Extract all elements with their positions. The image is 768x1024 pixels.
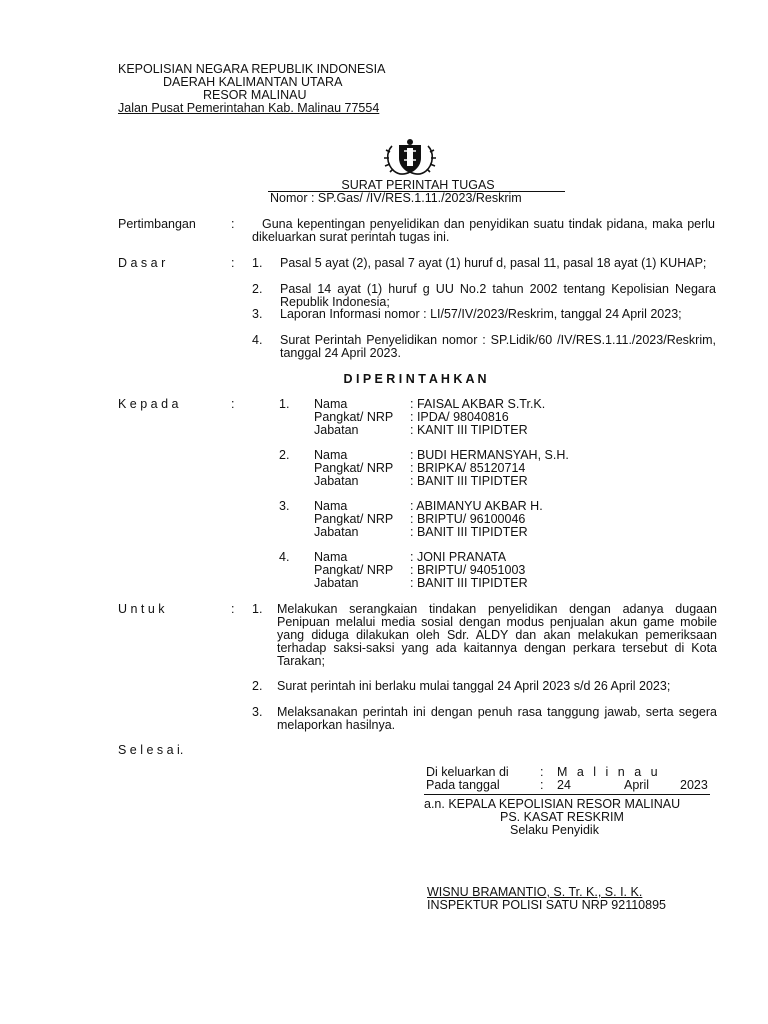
pangkat-label: Pangkat/ NRP	[314, 410, 394, 424]
untuk-colon: :	[231, 602, 235, 616]
jabatan-value: : BANIT III TIPIDTER	[410, 474, 528, 488]
jabatan-label: Jabatan	[314, 423, 359, 437]
letterhead-line-3: RESOR MALINAU	[203, 88, 307, 102]
dasar-item-text: Pasal 5 ayat (2), pasal 7 ayat (1) huruf d, pasal 11, pasal 18 ayat (1) KUHAP;	[280, 256, 707, 270]
pertimbangan-label: Pertimbangan	[118, 217, 196, 231]
dasar-item-number: 2.	[252, 282, 263, 296]
nama-value: : BUDI HERMANSYAH, S.H.	[410, 448, 569, 462]
issued-month: April	[624, 778, 650, 792]
dasar-item-number: 4.	[252, 333, 263, 347]
pangkat-value: : BRIPTU/ 96100046	[410, 512, 526, 526]
nama-value: : ABIMANYU AKBAR H.	[410, 499, 543, 513]
pangkat-label: Pangkat/ NRP	[314, 461, 394, 475]
person-number: 2.	[279, 448, 290, 462]
dasar-item-number: 3.	[252, 307, 263, 321]
person-number: 1.	[279, 397, 290, 411]
untuk-label: U n t u k	[118, 602, 165, 616]
untuk-item-text: Melaksanakan perintah ini dengan penuh rasa tanggung jawab, serta segera melaporkan hasilnya.	[277, 705, 717, 732]
issued-year: 2023	[680, 778, 708, 792]
nama-label: Nama	[314, 499, 348, 513]
nama-label: Nama	[314, 397, 348, 411]
pertimbangan-text: Guna kepentingan penyelidikan dan penyidikan suatu tindak pidana, maka perlu dikeluarkan surat perintah tugas ini.	[252, 217, 715, 244]
signatory-rank: INSPEKTUR POLISI SATU NRP 92110895	[427, 898, 666, 912]
diperintahkan-heading: D I P E R I N T A H K A N	[343, 372, 487, 386]
letterhead-line-1: KEPOLISIAN NEGARA REPUBLIK INDONESIA	[118, 62, 386, 76]
document-number: Nomor : SP.Gas/ /IV/RES.1.11./2023/Reskrim	[270, 191, 522, 205]
dasar-item-text: Laporan Informasi nomor : LI/57/IV/2023/Reskrim, tanggal 24 April 2023;	[280, 307, 682, 321]
pertimbangan-colon: :	[231, 217, 235, 231]
pangkat-value: : IPDA/ 98040816	[410, 410, 509, 424]
signatory-line-3: Selaku Penyidik	[510, 823, 599, 837]
kepada-label: K e p a d a	[118, 397, 179, 411]
person-number: 3.	[279, 499, 290, 513]
issued-date-label: Pada tanggal	[426, 778, 500, 792]
pangkat-label: Pangkat/ NRP	[314, 512, 394, 526]
pangkat-value: : BRIPKA/ 85120714	[410, 461, 526, 475]
nama-label: Nama	[314, 550, 348, 564]
issued-rule	[424, 794, 710, 795]
dasar-item-number: 1.	[252, 256, 263, 270]
untuk-item-number: 1.	[252, 602, 263, 616]
issued-date-colon: :	[540, 778, 544, 792]
dasar-colon: :	[231, 256, 235, 270]
jabatan-label: Jabatan	[314, 525, 359, 539]
letterhead-line-4: Jalan Pusat Pemerintahan Kab. Malinau 77554	[118, 101, 380, 115]
issued-place: M a l i n a u	[557, 765, 661, 779]
dasar-item-text: Pasal 14 ayat (1) huruf g UU No.2 tahun 2002 tentang Kepolisian Negara Republik Indonesia;	[280, 282, 716, 309]
nama-label: Nama	[314, 448, 348, 462]
person-number: 4.	[279, 550, 290, 564]
signatory-line-1: a.n. KEPALA KEPOLISIAN RESOR MALINAU	[424, 797, 681, 811]
issued-place-colon: :	[540, 765, 544, 779]
nama-value: : FAISAL AKBAR S.Tr.K.	[410, 397, 546, 411]
untuk-item-number: 3.	[252, 705, 263, 719]
selesai-text: S e l e s a i.	[118, 743, 184, 757]
untuk-item-text: Surat perintah ini berlaku mulai tanggal 24 April 2023 s/d 26 April 2023;	[277, 679, 671, 693]
untuk-item-number: 2.	[252, 679, 263, 693]
jabatan-label: Jabatan	[314, 576, 359, 590]
dasar-item-text: Surat Perintah Penyelidikan nomor : SP.Lidik/60 /IV/RES.1.11./2023/Reskrim, tanggal 24 April 2023.	[280, 333, 716, 360]
dasar-label: D a s a r	[118, 256, 166, 270]
pangkat-value: : BRIPTU/ 94051003	[410, 563, 526, 577]
jabatan-value: : BANIT III TIPIDTER	[410, 525, 528, 539]
letterhead-line-2: DAERAH KALIMANTAN UTARA	[163, 75, 343, 89]
kepada-colon: :	[231, 397, 235, 411]
jabatan-value: : BANIT III TIPIDTER	[410, 576, 528, 590]
pangkat-label: Pangkat/ NRP	[314, 563, 394, 577]
untuk-item-text: Melakukan serangkaian tindakan penyelidikan dengan adanya dugaan Penipuan melalui media sosial dengan modus penjualan akun game mobile yang diduga dilakukan oleh Sdr. ALDY dan akan melakukan pemeriksaan terhadap saksi-saksi yang ada kaitannya dengan perkara tersebut di Kota Tarakan;	[277, 602, 717, 668]
signatory-line-2: PS. KASAT RESKRIM	[500, 810, 624, 824]
police-emblem-icon	[382, 138, 438, 178]
nama-value: : JONI PRANATA	[410, 550, 507, 564]
issued-day: 24	[557, 778, 571, 792]
document-title: SURAT PERINTAH TUGAS	[341, 178, 495, 192]
jabatan-label: Jabatan	[314, 474, 359, 488]
jabatan-value: : KANIT III TIPIDTER	[410, 423, 528, 437]
signatory-name: WISNU BRAMANTIO, S. Tr. K., S. I. K.	[427, 885, 643, 899]
issued-place-label: Di keluarkan di	[426, 765, 509, 779]
